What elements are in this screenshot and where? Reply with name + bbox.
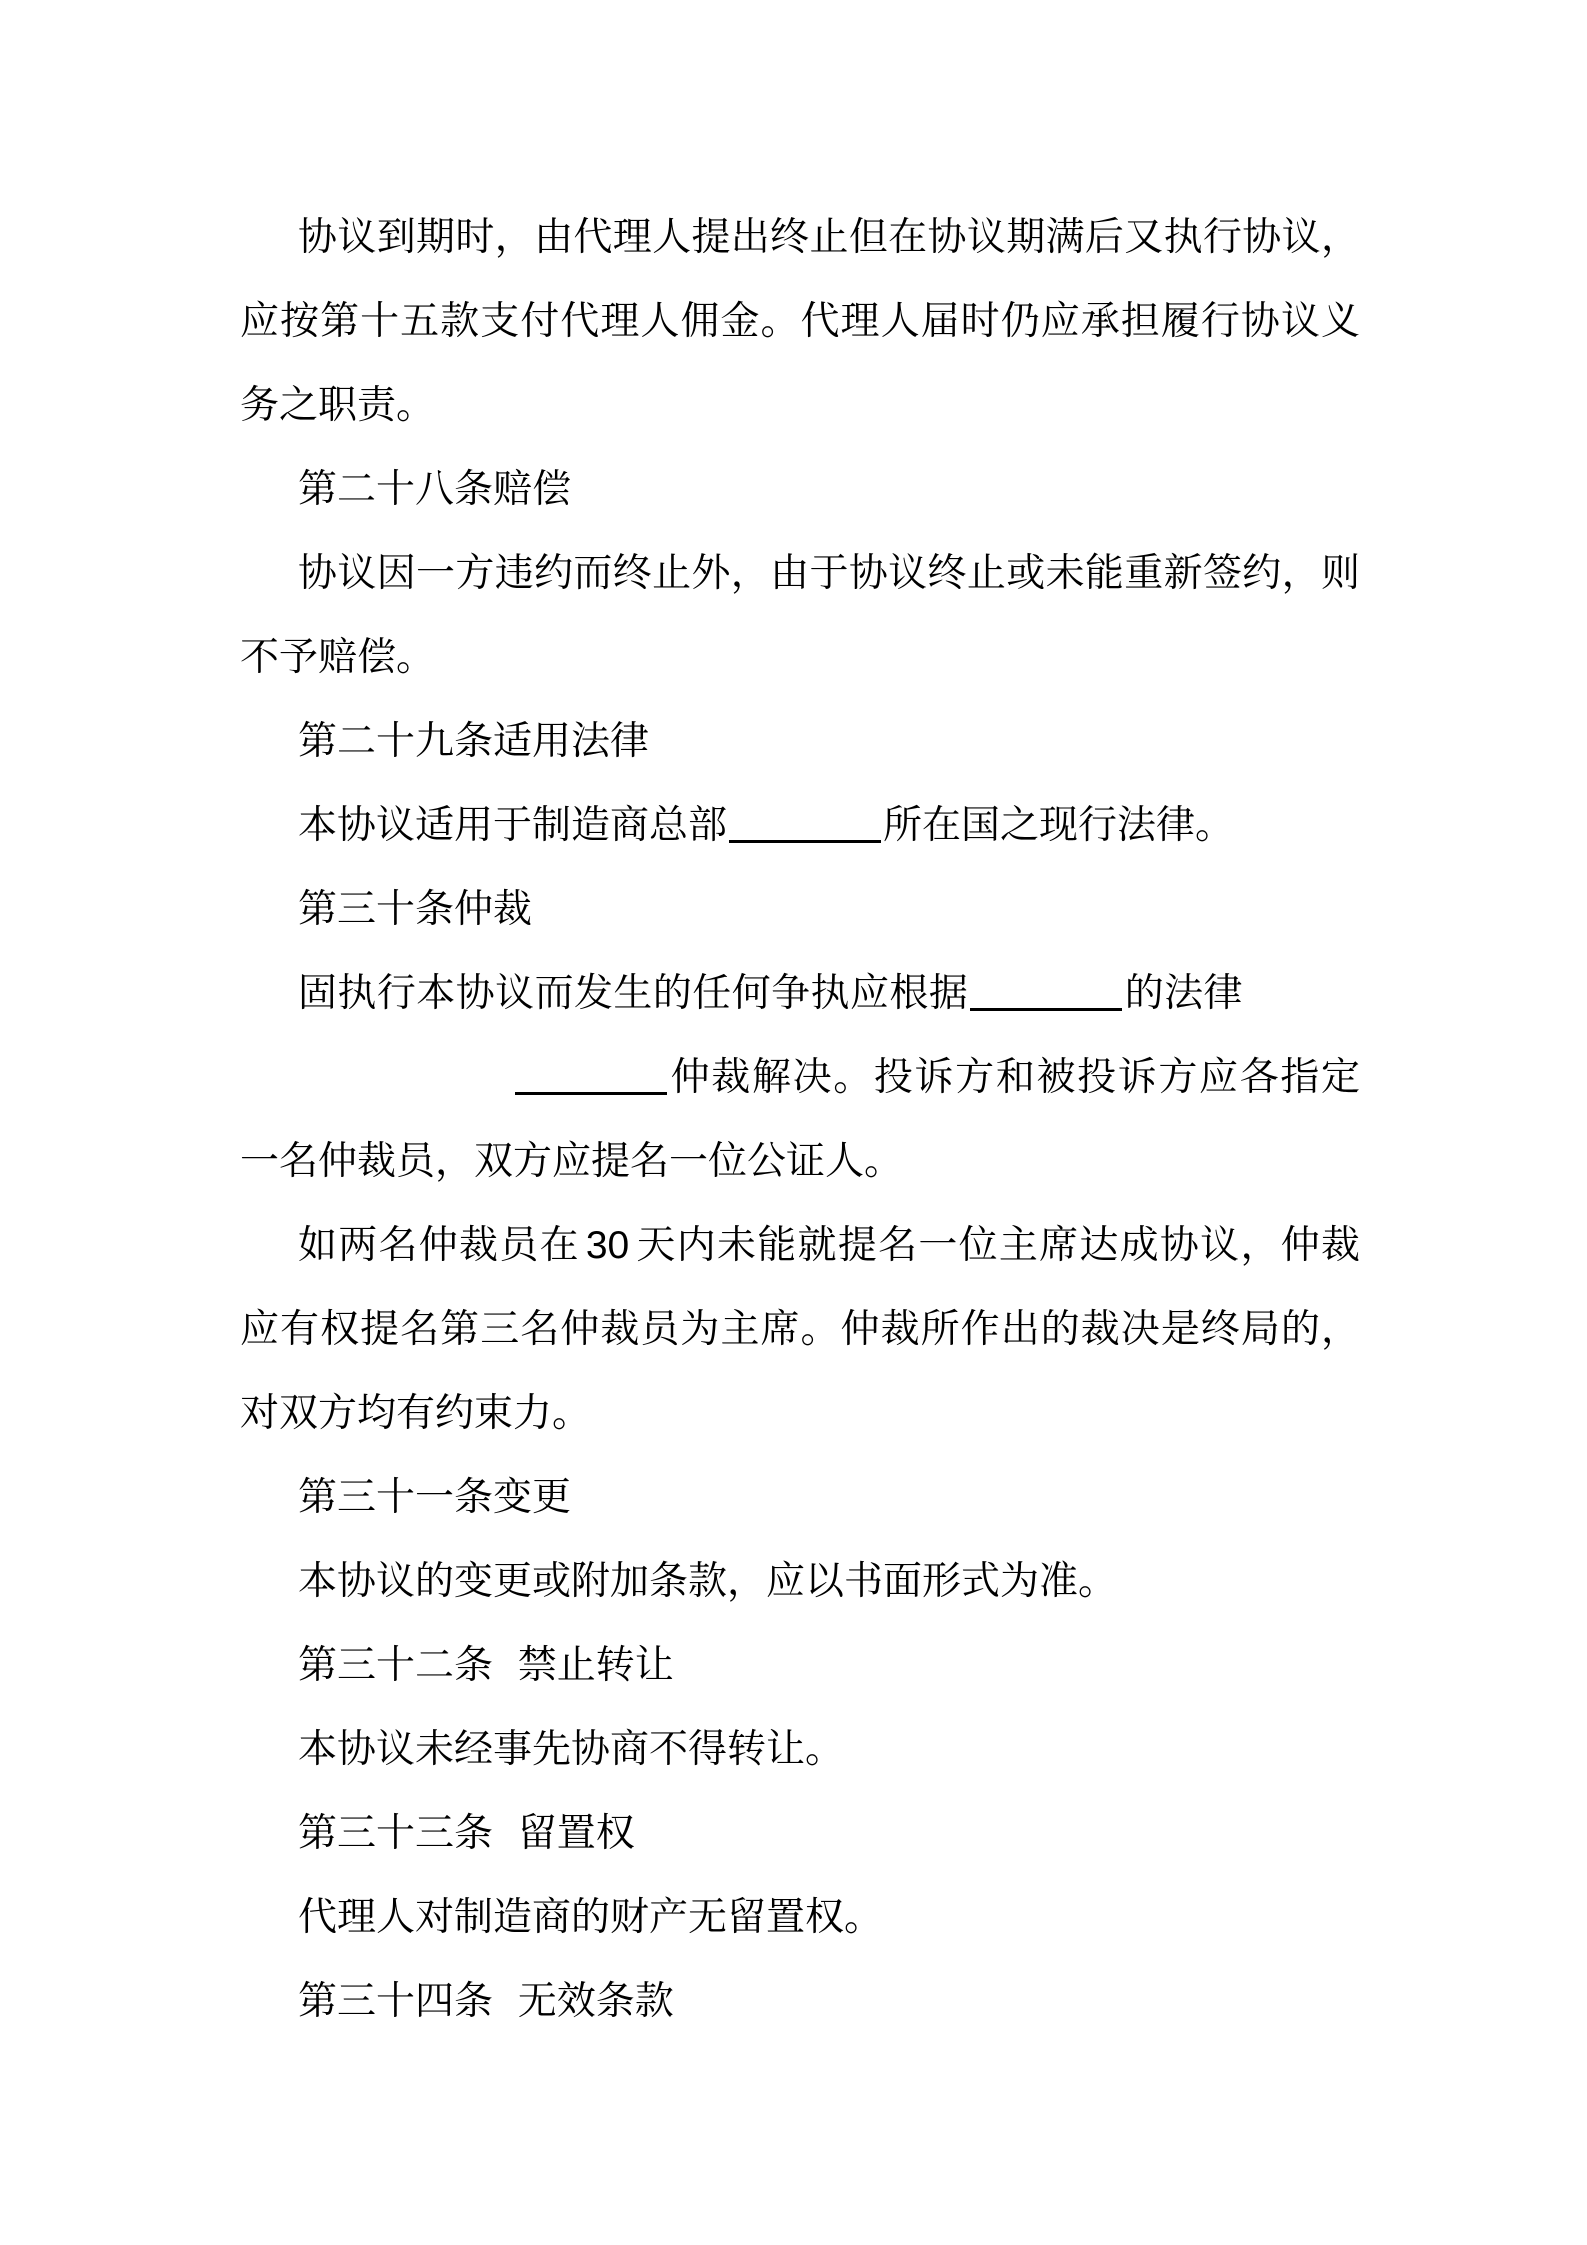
fill-in-blank[interactable]: [729, 801, 881, 843]
article-29-heading: 第二十九条适用法律: [298, 719, 650, 764]
article-32-heading: 第三十二条 禁止转让: [298, 1643, 674, 1688]
article-28-body: 协议因一方违约而终止外，由于协议终止或未能重新签约，则不予赔偿。: [240, 551, 1360, 680]
article-30-body: [240, 952, 1360, 1204]
article-31-heading: 第三十一条变更: [298, 1475, 572, 1520]
article-33-body: 代理人对制造商的财产无留置权。: [298, 1895, 884, 1940]
article-32-body: 本协议未经事先协商不得转让。: [298, 1727, 845, 1772]
article-30-p2-number: 30: [585, 1224, 630, 1267]
article-29-body-post: 所在国之现行法律。: [883, 803, 1235, 848]
article-31-body: 本协议的变更或附加条款，应以书面形式为准。: [298, 1559, 1118, 1604]
article-30-body-b: 的法律: [1124, 971, 1243, 1016]
article-33-heading: 第三十三条 留置权: [298, 1811, 635, 1856]
article-30-paragraph-2: [240, 1204, 1360, 1456]
article-30-body-c: 仲裁解决。投诉方和被投诉方应各指定一名仲裁员，双方应提名一位公证人。: [240, 1055, 1360, 1184]
article-30-heading: 第三十条仲裁: [298, 887, 533, 932]
article-30-body-a: 固执行本协议而发生的任何争执应根据: [298, 971, 969, 1016]
article-34-heading: 第三十四条 无效条款: [298, 1979, 674, 2024]
article-30-p2-post: 天内未能就提名一位主席达成协议，仲裁应有权提名第三名仲裁员为主席。仲裁所作出的裁决是终局的，对双方均有约束力。: [240, 1223, 1360, 1436]
article-29-body-pre: 本协议适用于制造商总部: [298, 803, 728, 848]
article-28-heading: 第二十八条赔偿: [298, 467, 572, 512]
fill-in-blank[interactable]: [515, 1053, 667, 1095]
document-body: [240, 196, 1360, 2044]
article-30-p2-pre: 如两名仲裁员在: [298, 1223, 580, 1268]
article-29-body: [240, 784, 1360, 868]
fill-in-blank[interactable]: [970, 969, 1122, 1011]
paragraph-expiry: 协议到期时，由代理人提出终止但在协议期满后又执行协议，应按第十五款支付代理人佣金。代理人届时仍应承担履行协议义务之职责。: [240, 215, 1360, 428]
